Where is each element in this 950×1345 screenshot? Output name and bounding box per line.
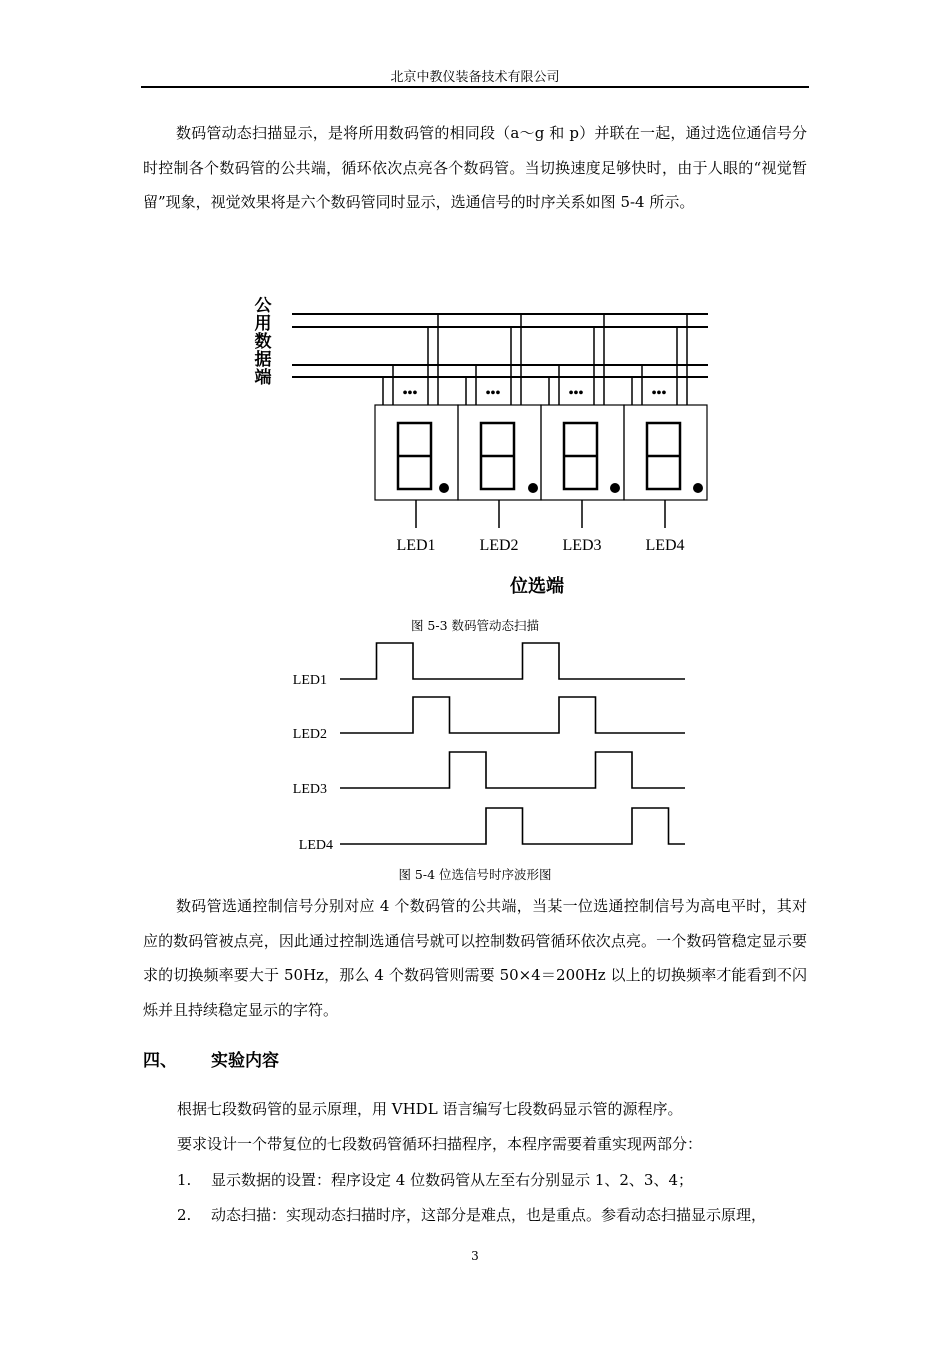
section-title: 实验内容 [211,1051,279,1071]
decimal-point-icon [528,483,538,493]
section-number: 四、 [143,1051,177,1071]
dots-icon: ••• [568,386,584,401]
decimal-point-icon [439,483,449,493]
figure-5-3-diagram [230,290,730,608]
body-paragraph-block [143,889,807,1027]
common-leads [416,500,665,528]
eight-digit-icon [564,423,597,489]
led-label: LED1 [396,537,436,554]
channel-labels [293,673,333,853]
tap-dots [403,386,667,401]
bit-select-label: 位选端 [510,576,564,596]
waveform-led2 [340,697,685,733]
intro-paragraph-block [143,116,807,220]
list-item-text: 动态扫描：实现动态扫描时序，这部分是难点，也是重点。参看动态扫描显示原理， [211,1206,767,1224]
waveform-traces [340,643,685,844]
dots-icon: ••• [402,386,418,401]
list-item-number: 1. [177,1171,192,1189]
body-paragraph: 数码管选通控制信号分别对应 4 个数码管的公共端，当某一位选通控制信号为高电平时，其对应的数码管被点亮，因此通过控制选通信号就可以控制数码管循环依次点亮。一个数码管稳定显示要求的切换频率要大于 50Hz，那么 4 个数码管则需要 50×4＝200Hz 以上的切换频率才能看到不闪烁并且持续稳定显示的字符。 [143,897,807,1019]
bus-label-char: 公 [254,296,272,315]
led-label: LED2 [479,537,519,554]
list-item-text: 显示数据的设置：程序设定 4 位数码管从左至右分别显示 1、2、3、4； [211,1171,694,1189]
channel-label: LED1 [292,673,327,688]
waveform-led3 [340,752,685,788]
page-number: 3 [471,1249,479,1263]
figure-5-3-caption: 图 5-3 数码管动态扫描 [410,618,540,633]
decimal-point-icon [693,483,703,493]
content-line: 要求设计一个带复位的七段数码管循环扫描程序，本程序需要着重实现两部分： [177,1135,703,1153]
led-label: LED3 [562,537,602,554]
eight-digit-icon [481,423,514,489]
waveform-led1 [340,643,685,679]
decimal-point-icon [610,483,620,493]
channel-label: LED4 [298,838,333,853]
intro-paragraph: 数码管动态扫描显示，是将所用数码管的相同段（a～g 和 p）并联在一起，通过选位通信号分时控制各个数码管的公共端，循环依次点亮各个数码管。当切换速度足够快时，由于人眼的“视觉暂留”现象，视觉效果将是六个数码管同时显示，选通信号的时序关系如图 5-4 所示。 [143,124,807,211]
list-item [177,1204,766,1225]
figure-5-4-waveform-chart [275,636,685,860]
display-cases [375,405,707,500]
bus-label-char: 端 [254,368,272,387]
bus-label-char: 据 [254,350,272,369]
section-heading [143,1046,279,1071]
eight-digit-icon [398,423,431,489]
bus-label-char: 用 [254,314,272,333]
bus-label [254,296,272,387]
header-rule [141,86,809,88]
list-item-number: 2. [177,1206,192,1224]
data-bus-lines [292,314,708,377]
figure-5-4-caption: 图 5-4 位选信号时序波形图 [398,867,552,882]
dots-icon: ••• [651,386,667,401]
page-header: 北京中教仪装备技术有限公司 [390,70,560,85]
content-line: 根据七段数码管的显示原理，用 VHDL 语言编写七段数码显示管的源程序。 [177,1100,683,1118]
channel-label: LED3 [292,782,327,797]
led-labels [396,537,684,554]
list-item [177,1169,693,1190]
eight-digit-icon [647,423,680,489]
seven-segment-digits [398,423,680,489]
bus-label-char: 数 [254,332,272,351]
led-label: LED4 [645,537,685,554]
channel-label: LED2 [292,727,327,742]
dots-icon: ••• [485,386,501,401]
waveform-led4 [340,808,685,844]
